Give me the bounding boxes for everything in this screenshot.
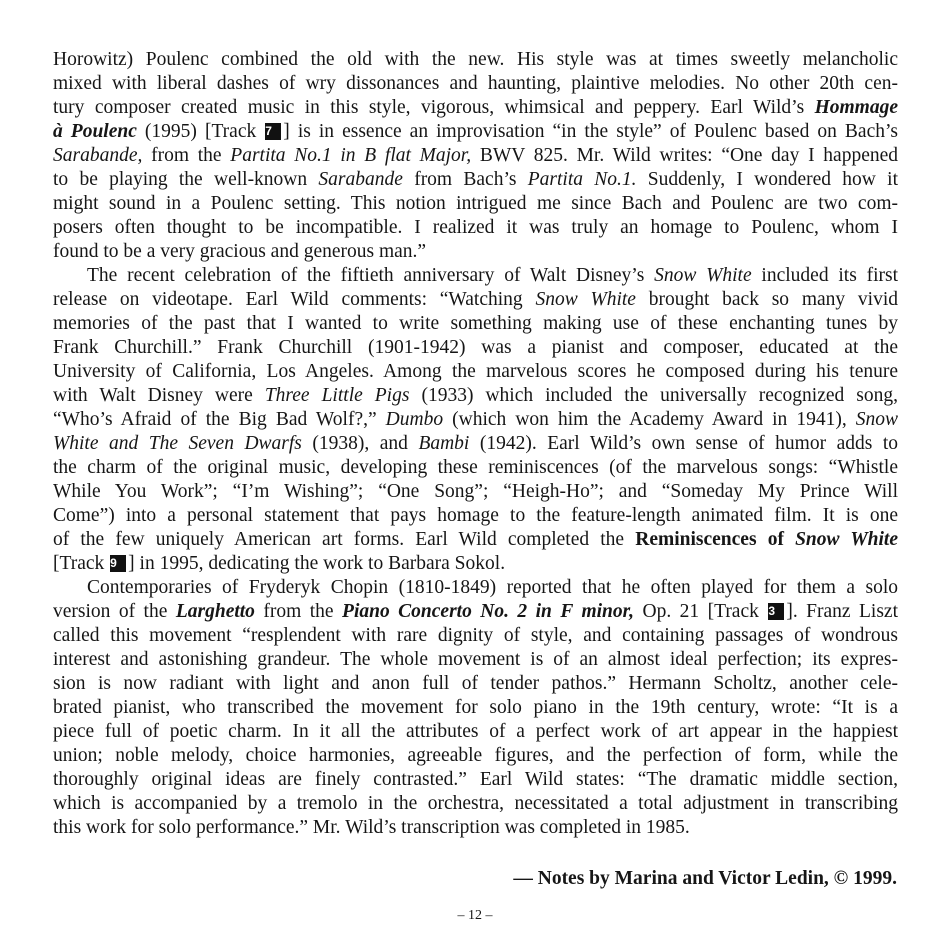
text-line: piece full of poetic charm. In it all the attributes of a perfect work of art appear in the happiest <box>53 721 898 742</box>
work-title-larghetto: Larghetto <box>175 601 255 622</box>
work-title-sarabande: Sarabande <box>318 169 403 190</box>
work-title-three-little-pigs: Three Little Pigs <box>264 385 410 406</box>
text-line: Sarabande, from the Partita No.1 in B flat Major, BWV 825. Mr. Wild writes: “One day I happened <box>53 145 899 166</box>
work-title-snow-white: Snow White <box>535 289 636 310</box>
work-title-bambi: Bambi <box>418 433 470 454</box>
text-line: White and The Seven Dwarfs (1938), and Bambi (1942). Earl Wild’s own sense of humor adds to <box>53 433 898 454</box>
text-line: tury composer created music in this style, vigorous, whimsical and peppery. Earl Wild’s Hommage <box>53 97 898 118</box>
work-title-partita: Partita No.1 in B flat Major, <box>230 145 472 166</box>
liner-notes-body <box>53 48 898 840</box>
work-title-snow-white: Snow White <box>654 265 752 286</box>
text-line: with Walt Disney were Three Little Pigs (1933) which included the universally recognized song, <box>53 385 898 406</box>
paragraph-chopin <box>53 576 898 840</box>
text-line: called this movement “resplendent with rare dignity of style, and containing passages of wondrous <box>53 625 898 646</box>
text-line: this work for solo performance.” Mr. Wild’s transcription was completed in 1985. <box>53 817 690 838</box>
text-line: While You Work”; “I’m Wishing”; “One Song”; “Heigh-Ho”; and “Someday My Prince Will <box>53 481 898 502</box>
text-line: Come”) into a personal statement that pays homage to the feature-length animated film. It is one <box>53 505 898 526</box>
paragraph-snow-white <box>53 264 898 576</box>
text-line: [Track 9 ] in 1995, dedicating the work to Barbara Sokol. <box>53 553 506 574</box>
text-line: University of California, Los Angeles. Among the marvelous scores he composed during his tenure <box>53 361 898 382</box>
text-line: Frank Churchill.” Frank Churchill (1901-1942) was a pianist and composer, educated at the <box>53 337 898 358</box>
text-line: found to be a very gracious and generous man.” <box>53 241 427 262</box>
paragraph-poulenc <box>53 48 898 264</box>
text-line: memories of the past that I wanted to write something making use of these enchanting tunes by <box>53 313 898 334</box>
text-line: union; noble melody, choice harmonies, agreeable figures, and the perfection of form, while the <box>53 745 898 766</box>
work-title-sarabande: Sarabande, <box>53 145 143 166</box>
work-title-snow-white: Snow <box>855 409 898 430</box>
work-title-a-poulenc: à Poulenc <box>53 121 137 142</box>
work-title-partita: Partita No.1. <box>527 169 637 190</box>
text-line: release on videotape. Earl Wild comments: “Watching Snow White brought back so many vivid <box>53 289 898 310</box>
text-line: interest and astonishing grandeur. The whole movement is of an almost ideal perfection; its expres- <box>53 649 898 670</box>
track-number-badge: 9 <box>110 555 126 572</box>
text-line: might sound in a Poulenc setting. This notion intrigued me since Bach and Poulenc are two com- <box>53 193 898 214</box>
work-title-piano-concerto: Piano Concerto No. 2 in F minor, <box>342 601 635 622</box>
text-line: sion is now radiant with light and anon full of tender pathos.” Hermann Scholtz, another cele- <box>53 673 898 694</box>
text-line: The recent celebration of the fiftieth anniversary of Walt Disney’s Snow White included its first <box>87 265 899 286</box>
text-line: the charm of the original music, developing these reminiscences (of the marvelous songs: “Whistle <box>53 457 898 478</box>
text-line: which is accompanied by a tremolo in the orchestra, necessitated a total adjustment in transcribing <box>53 793 898 814</box>
text-line: version of the Larghetto from the Piano Concerto No. 2 in F minor, Op. 21 [Track 3 ]. Franz Liszt <box>53 601 898 622</box>
text-line: brated pianist, who transcribed the movement for solo piano in the 19th century, wrote: “It is a <box>53 697 898 718</box>
text-line: “Who’s Afraid of the Big Bad Wolf?,” Dumbo (which won him the Academy Award in 1941), Snow <box>53 409 898 430</box>
text-line: to be playing the well-known Sarabande from Bach’s Partita No.1. Suddenly, I wondered how it <box>53 169 898 190</box>
page-number: – 12 – <box>457 908 493 923</box>
work-title-reminiscences: Reminiscences <box>635 529 757 550</box>
text-line: Horowitz) Poulenc combined the old with the new. His style was at times sweetly melancholic <box>53 49 898 70</box>
work-title-seven-dwarfs: White and The Seven Dwarfs <box>53 433 302 454</box>
text-line: à Poulenc (1995) [Track 7 ] is in essence an improvisation “in the style” of Poulenc based on Bach’s <box>53 121 898 142</box>
track-number-badge: 3 <box>768 603 784 620</box>
work-title-hommage: Hommage <box>814 97 898 118</box>
text-line: Contemporaries of Fryderyk Chopin (1810-1849) reported that he often played for them a solo <box>87 577 898 598</box>
text-line: of the few uniquely American art forms. Earl Wild completed the Reminiscences of Snow White <box>53 529 898 550</box>
work-title-snow-white: Snow White <box>795 529 898 550</box>
track-number-badge: 7 <box>265 123 281 140</box>
text-line: thoroughly original ideas are finely contrasted.” Earl Wild states: “The dramatic middle section, <box>53 769 898 790</box>
notes-credit: — Notes by Marina and Victor Ledin, © 1999. <box>513 868 897 889</box>
text-line: mixed with liberal dashes of wry dissonances and haunting, plaintive melodies. No other 20th cen- <box>53 73 898 94</box>
text-line: posers often thought to be incompatible. I realized it was truly an homage to Poulenc, whom I <box>53 217 898 238</box>
work-title-dumbo: Dumbo <box>385 409 444 430</box>
